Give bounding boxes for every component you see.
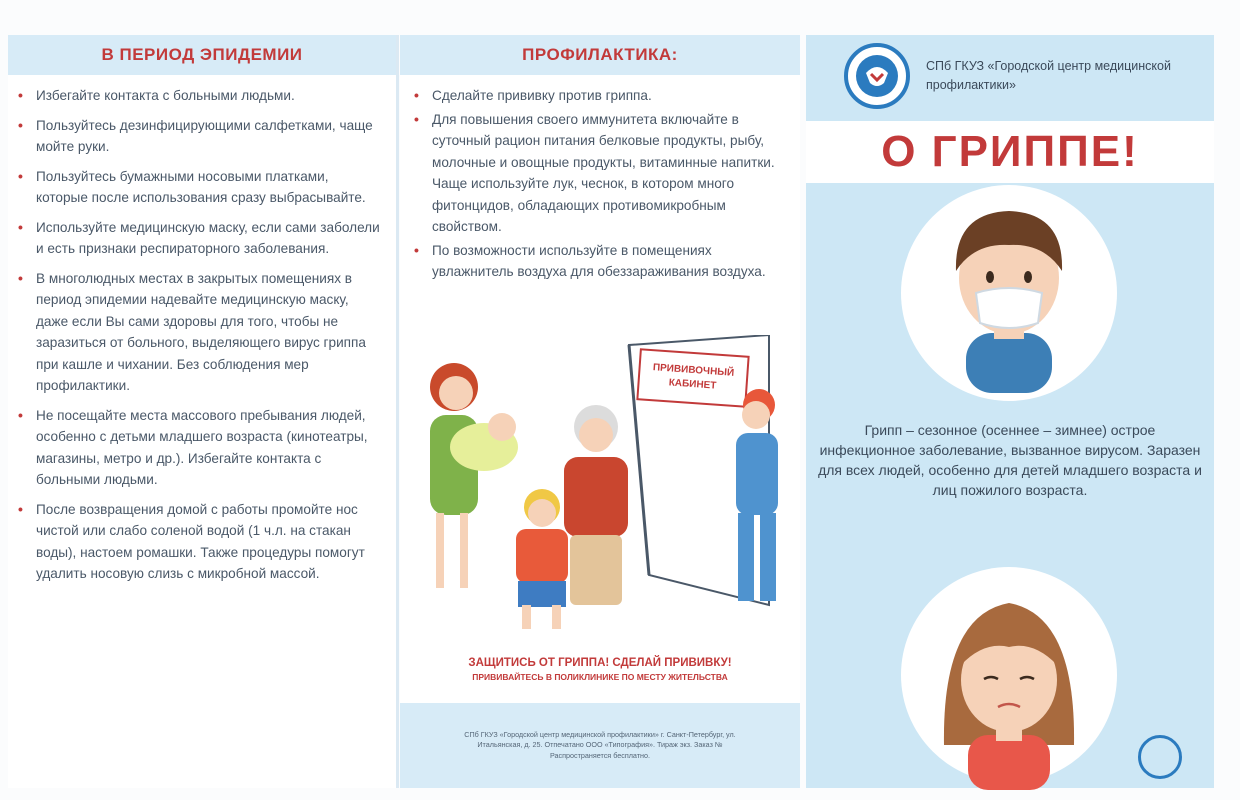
imprint-text: СПб ГКУЗ «Городской центр медицинской профилактики» г. Санкт-Петербург, ул. Итальянская, д. 25. Отпечатано ООО «Типография». Тираж экз. Заказ № Распространяется бесплатно. bbox=[464, 729, 736, 760]
list-item: • Пользуйтесь дезинфицирующими салфетками, чаще мойте руки. bbox=[18, 116, 373, 154]
masked-boy-illustration bbox=[884, 183, 1134, 413]
bullet-icon: • bbox=[414, 241, 419, 258]
list-item: • После возвращения домой с работы промойте нос чистой или слабо соленой водой (1 ч.л. на стакан воды), настоем ромашки. Также процедуры помогут удалить носовую слизь с микробной массой. bbox=[18, 500, 365, 581]
list-item: • Не посещайте места массового пребывания людей, особенно с детьми младшего возраста (кинотеатры, магазины, метро и др.). Избегайте контакта с больными людьми. bbox=[18, 406, 368, 487]
title-bar bbox=[806, 121, 1214, 183]
bullet-icon: • bbox=[18, 406, 23, 423]
list-item: • Используйте медицинскую маску, если сами заболели и есть признаки респираторного заболевания. bbox=[18, 218, 380, 256]
bullet-icon: • bbox=[18, 167, 23, 184]
imprint-footer bbox=[400, 703, 800, 788]
prevention-list bbox=[400, 75, 800, 283]
bullet-icon: • bbox=[18, 218, 23, 235]
epidemic-heading: В ПЕРИОД ЭПИДЕМИИ bbox=[8, 35, 396, 75]
org-name: СПб ГКУЗ «Городской центр медицинской профилактики» bbox=[926, 59, 1171, 92]
bullet-icon: • bbox=[18, 116, 23, 133]
child-figure bbox=[516, 489, 568, 629]
page-number-badge bbox=[1138, 735, 1182, 779]
flu-description: Грипп – сезонное (осеннее – зимнее) острое инфекционное заболевание, вызванное вирусом. Заразен для всех людей, особенно для детей младшего возраста и лиц пожилого возраста. bbox=[818, 422, 1202, 498]
list-item: • Пользуйтесь бумажными носовыми платками, которые после использования сразу выбрасывайте. bbox=[18, 167, 366, 205]
list-item: • Сделайте прививку против гриппа. bbox=[410, 85, 784, 107]
sick-girl-illustration bbox=[884, 555, 1134, 790]
list-item: • Избегайте контакта с больными людьми. bbox=[14, 85, 382, 107]
panel-epidemic bbox=[8, 35, 399, 788]
list-item: • Для повышения своего иммунитета включайте в суточный рацион питания белковые продукты, рыбу, молочные и овощные продукты, витаминные напитки. Чаще используйте лук, чеснок, в котором много фитонцидов, обладающих противомикробным свойством. bbox=[414, 110, 775, 234]
panel-cover bbox=[806, 35, 1214, 788]
bullet-icon: • bbox=[414, 110, 419, 127]
bullet-icon: • bbox=[18, 500, 23, 517]
cover-header bbox=[806, 35, 1214, 117]
bullet-icon: • bbox=[18, 269, 23, 286]
bullet-icon: • bbox=[18, 87, 23, 103]
bullet-icon: • bbox=[414, 87, 419, 103]
door-sign-label: ПРИВИВОЧНЫЙКАБИНЕТ bbox=[652, 362, 735, 392]
epidemic-list bbox=[8, 75, 396, 585]
slogan-text: ЗАЩИТИСЬ ОТ ГРИППА! СДЕЛАЙ ПРИВИВКУ! bbox=[468, 657, 732, 669]
prevention-heading: ПРОФИЛАКТИКА: bbox=[400, 35, 800, 75]
mother-figure bbox=[430, 363, 518, 588]
org-logo-icon bbox=[844, 43, 910, 109]
slogan-block bbox=[400, 657, 800, 682]
list-item: • По возможности используйте в помещениях увлажнитель воздуха для обеззараживания воздуха. bbox=[414, 241, 766, 279]
family-vaccination-illustration bbox=[414, 335, 789, 635]
slogan-subtext: ПРИВИВАЙТЕСЬ В ПОЛИКЛИНИКЕ ПО МЕСТУ ЖИТЕЛЬСТВА bbox=[472, 672, 728, 682]
panel-prevention bbox=[400, 35, 800, 788]
grandfather-figure bbox=[564, 405, 628, 605]
list-item: • В многолюдных местах в закрытых помещениях в период эпидемии надевайте медицинскую маску, даже если Вы сами здоровы для того, чтобы не заразиться от больного, выделяющего вирус гриппа при кашле и чихании. Без соблюдения мер профилактики. bbox=[18, 269, 366, 393]
page-title: О ГРИППЕ! bbox=[881, 127, 1139, 176]
